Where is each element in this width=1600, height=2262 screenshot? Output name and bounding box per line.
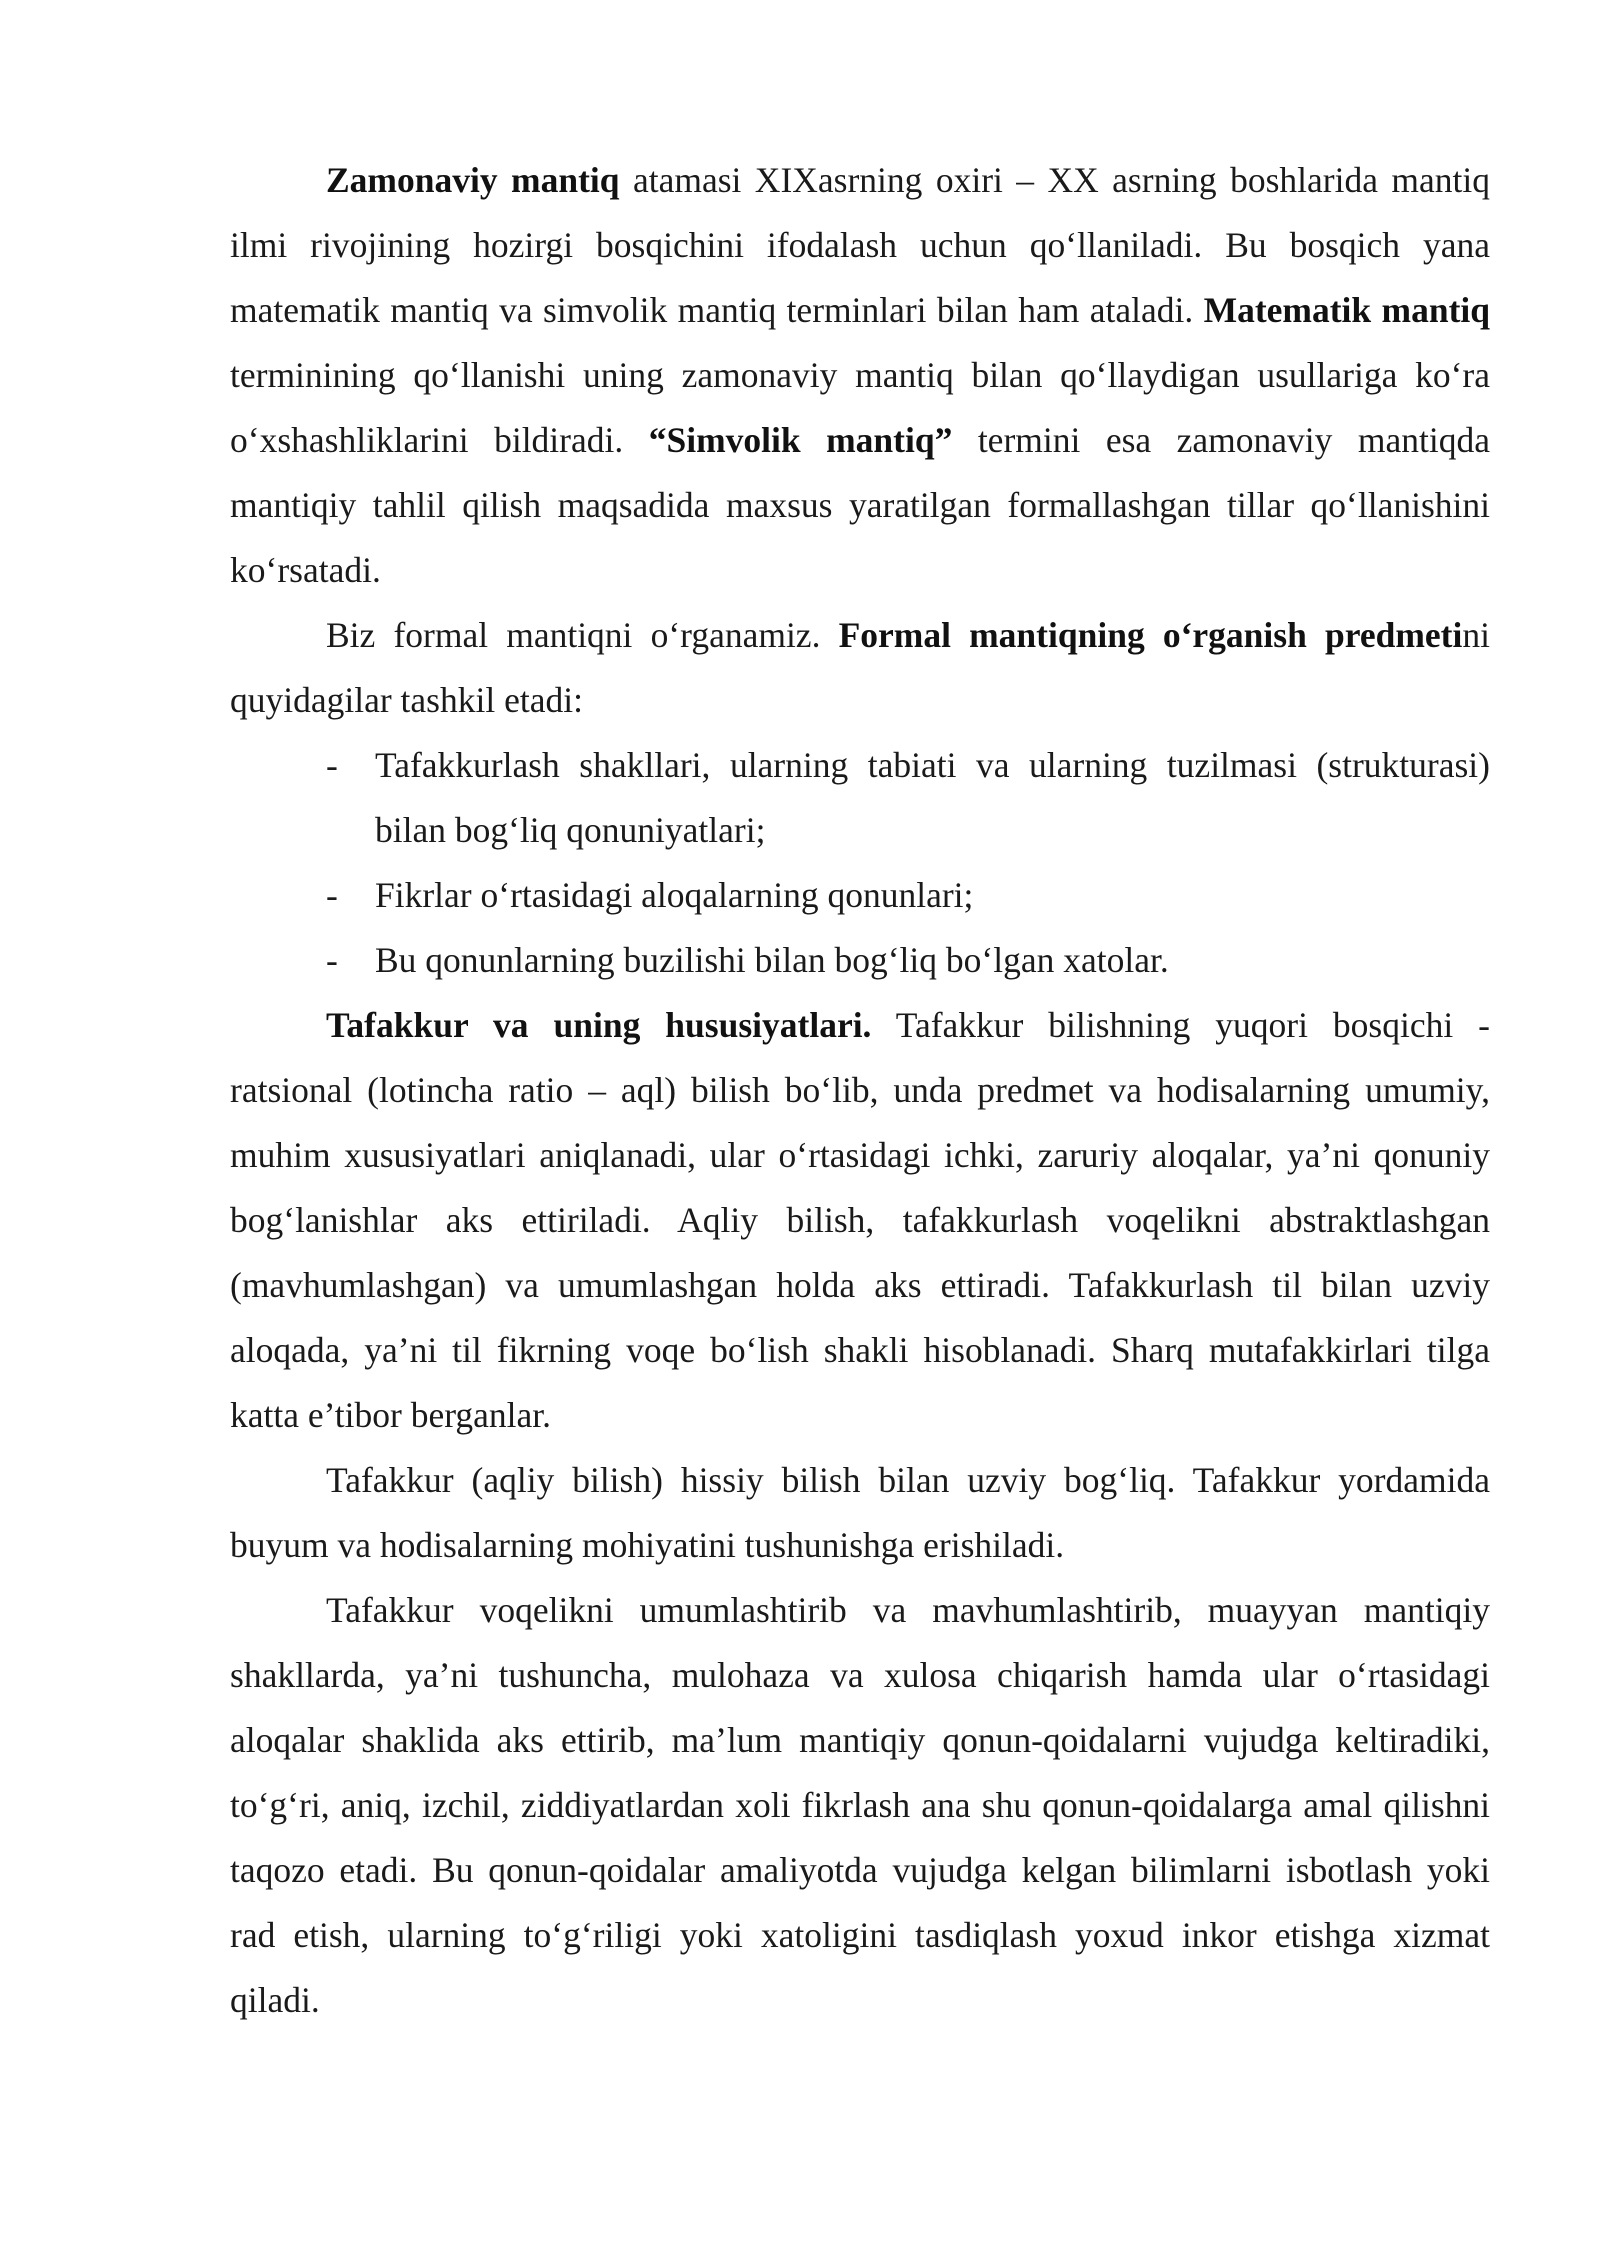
paragraph-zamonaviy-mantiq	[230, 148, 1490, 603]
section-heading-tafakkur: Tafakkur va uning hususiyatlari.	[326, 1005, 872, 1045]
list-item-text: Bu qonunlarning buzilishi bilan bog‘liq bo‘lgan xatolar.	[375, 940, 1169, 980]
list-item-text: Fikrlar o‘rtasidagi aloqalarning qonunlari;	[375, 875, 974, 915]
list-dash: -	[326, 940, 338, 980]
term-simvolik-mantiq: “Simvolik mantiq”	[648, 420, 953, 460]
paragraph-text: atamasi XIXasrning oxiri – XX asrning boshlarida mantiq ilmi rivojining hozirgi bosqichini ifodalash uchun qo‘llaniladi. Bu bosqich yana matematik mantiq va simvolik mantiq terminlari bilan ham ataladi.	[230, 160, 1490, 330]
list-dash: -	[326, 745, 338, 785]
list-item	[230, 863, 1490, 928]
paragraph-tafakkur-aqliy-bilish	[230, 1448, 1490, 1578]
paragraph-text: Tafakkur voqelikni umumlashtirib va mavhumlashtirib, muayyan mantiqiy shakllarda, ya’ni tushuncha, mulohaza va xulosa chiqarish hamda ular o‘rtasidagi aloqalar shaklida aks ettirib, ma’lum mantiqiy qonun-qoidalarni vujudga keltiradiki, to‘g‘ri, aniq, izchil, ziddiyatlardan xoli fikrlash ana shu qonun-qoidalarga amal qilishni taqozo etadi. Bu qonun-qoidalar amaliyotda vujudga kelgan bilimlarni isbotlash yoki rad etish, ularning to‘g‘riligi yoki xatoligini tasdiqlash yoxud inkor etishga xizmat qiladi.	[230, 1590, 1490, 2020]
paragraph-tafakkur-voqelik	[230, 1578, 1490, 2033]
paragraph-text: ni quyidagilar tashkil etadi:	[230, 615, 1490, 720]
paragraph-text: terminining qo‘llanishi uning zamonaviy mantiq bilan qo‘llaydigan usullariga ko‘ra o‘xshashliklarini bildiradi.	[230, 355, 1490, 460]
list-item	[230, 928, 1490, 993]
term-zamonaviy-mantiq: Zamonaviy mantiq	[326, 160, 620, 200]
paragraph-text: Tafakkur bilishning yuqori bosqichi - ratsional (lotincha ratio – aql) bilish bo‘lib, unda predmet va hodisalarning umumiy, muhim xususiyatlari aniqlanadi, ular o‘rtasidagi ichki, zaruriy aloqalar, ya’ni qonuniy bog‘lanishlar aks ettiriladi. Aqliy bilish, tafakkurlash voqelikni abstraktlashgan (mavhumlashgan) va umumlashgan holda aks ettiradi. Tafakkurlash til bilan uzviy aloqada, ya’ni til fikrning voqe bo‘lish shakli hisoblanadi. Sharq mutafakkirlari tilga katta e’tibor berganlar.	[230, 1005, 1490, 1435]
paragraph-text: Tafakkur (aqliy bilish) hissiy bilish bilan uzviy bog‘liq. Tafakkur yordamida buyum va hodisalarning mohiyatini tushunishga erishiladi.	[230, 1460, 1490, 1565]
term-formal-mantiq-predmeti: Formal mantiqning o‘rganish predmeti	[838, 615, 1463, 655]
term-matematik-mantiq: Matematik mantiq	[1203, 290, 1490, 330]
document-page	[230, 148, 1490, 2033]
paragraph-text: termini esa zamonaviy mantiqda mantiqiy tahlil qilish maqsadida maxsus yaratilgan formallashgan tillar qo‘llanishini ko‘rsatadi.	[230, 420, 1490, 590]
paragraph-tafakkur-xususiyatlari	[230, 993, 1490, 1448]
list-dash: -	[326, 875, 338, 915]
paragraph-text: Biz formal mantiqni o‘rganamiz.	[326, 615, 839, 655]
paragraph-formal-mantiq	[230, 603, 1490, 733]
list-item-text: Tafakkurlash shakllari, ularning tabiati va ularning tuzilmasi (strukturasi) bilan bog‘liq qonuniyatlari;	[375, 745, 1490, 850]
subject-list	[230, 733, 1490, 993]
list-item	[230, 733, 1490, 863]
